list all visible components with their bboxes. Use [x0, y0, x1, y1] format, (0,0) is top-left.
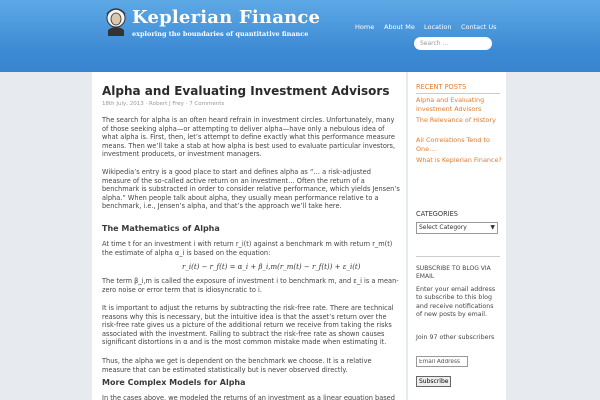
subscribe-text: Enter your email address to subscribe to this blog and receive notifications of new posts by email.: [416, 286, 496, 318]
section-heading: More Complex Models for Alpha: [102, 378, 246, 387]
nav-contact-us[interactable]: Contact Us: [461, 23, 497, 31]
post-content: [92, 72, 406, 400]
post-title[interactable]: Alpha and Evaluating Investment Advisors: [102, 84, 390, 98]
category-select[interactable]: [416, 222, 498, 234]
nav-about-me[interactable]: About Me: [384, 23, 415, 31]
post-paragraph: It is important to adjust the returns by subtracting the risk-free rate. There are technical reasons why this is necessary, but the intuitive idea is that the asset’s return over the risk-free rate gives us a picture of the additional return we receive from taking the risks associated with the investment. Failing to subtract the risk-free rate as shown causes significant distortions in α and is the most common mistake made when estimating it.: [102, 304, 394, 347]
email-field[interactable]: [416, 356, 468, 367]
recent-posts-heading: RECENT POSTS: [416, 83, 467, 91]
subscribe-button[interactable]: Subscribe: [416, 376, 451, 387]
divider: [416, 93, 500, 94]
nav-location[interactable]: Location: [424, 23, 452, 31]
nav-home[interactable]: Home: [355, 23, 375, 31]
recent-post-link[interactable]: The Relevance of History: [416, 116, 496, 124]
divider: [416, 256, 500, 257]
sidebar: [408, 72, 506, 400]
section-heading: The Mathematics of Alpha: [102, 224, 220, 233]
recent-post-link[interactable]: All Correlations Tend to One…: [416, 136, 490, 153]
post-paragraph: Wikipedia’s entry is a good place to start and defines alpha as “… a risk-adjusted measure of the so-called active return on an investment… Often the return of a benchmark is substracted in order to consider relative performance, which yields Jensen’s alpha.” When people talk about alpha, they usually mean performance relative to a benchmark, i.e., Jensen’s alpha, and that’s the approach we’ll take here.: [102, 168, 400, 211]
categories-heading: CATEGORIES: [416, 210, 458, 218]
recent-post-link[interactable]: What is Keplerian Finance?: [416, 156, 502, 164]
subscribe-heading: SUBSCRIBE TO BLOG VIA EMAIL: [416, 265, 491, 281]
site-header: [0, 0, 600, 72]
recent-post-link[interactable]: Alpha and Evaluating Investment Advisors: [416, 96, 485, 113]
kepler-portrait-logo[interactable]: [104, 6, 128, 36]
post-paragraph: Thus, the alpha we get is dependent on the benchmark we choose. It is a relative measure that can be estimated statistically but is never observed directly.: [102, 357, 372, 374]
post-author[interactable]: Robert J Frey: [149, 101, 184, 107]
post-paragraph: The term β_i,m is called the exposure of investment i to benchmark m, and ε_i is a mean-zero noise or error term that is idiosyncratic to i.: [102, 277, 399, 294]
post-comments[interactable]: 7 Comments: [189, 101, 225, 107]
site-title[interactable]: Keplerian Finance: [132, 7, 321, 28]
post-date[interactable]: 18th July, 2013: [102, 101, 144, 107]
search-input[interactable]: [414, 37, 492, 50]
site-tagline: exploring the boundaries of quantitative finance: [132, 30, 309, 38]
post-paragraph: In the cases above, we modeled the returns of an investment as a linear equation based: [102, 394, 395, 400]
post-paragraph: The search for alpha is an often heard refrain in investment circles. Unfortunately, many of those seeking alpha—or attempting to deliver alpha—have only a nebulous idea of what alpha is. First, then, let’s attempt to define exactly what this performance measure means. Then we’ll take a stab at how alpha is best used to evaluate particular investors, investment producets, or investment managers.: [102, 116, 396, 159]
post-meta: 18th July, 2013 · Robert J Frey · 7 Comments: [102, 101, 225, 107]
subscriber-count: Join 97 other subscribers: [416, 334, 495, 341]
post-paragraph: At time t for an investment i with return r_i(t) against a benchmark m with return r_m(t) the estimate of alpha α_i is based on the equation:: [102, 240, 393, 257]
alpha-equation: r_i(t) − r_f(t) = α_i + β_i,m(r_m(t) − r_f(t)) + ε_i(t): [182, 263, 361, 271]
category-selected: Select Category: [419, 224, 467, 231]
chevron-down-icon: ▼: [490, 224, 495, 231]
